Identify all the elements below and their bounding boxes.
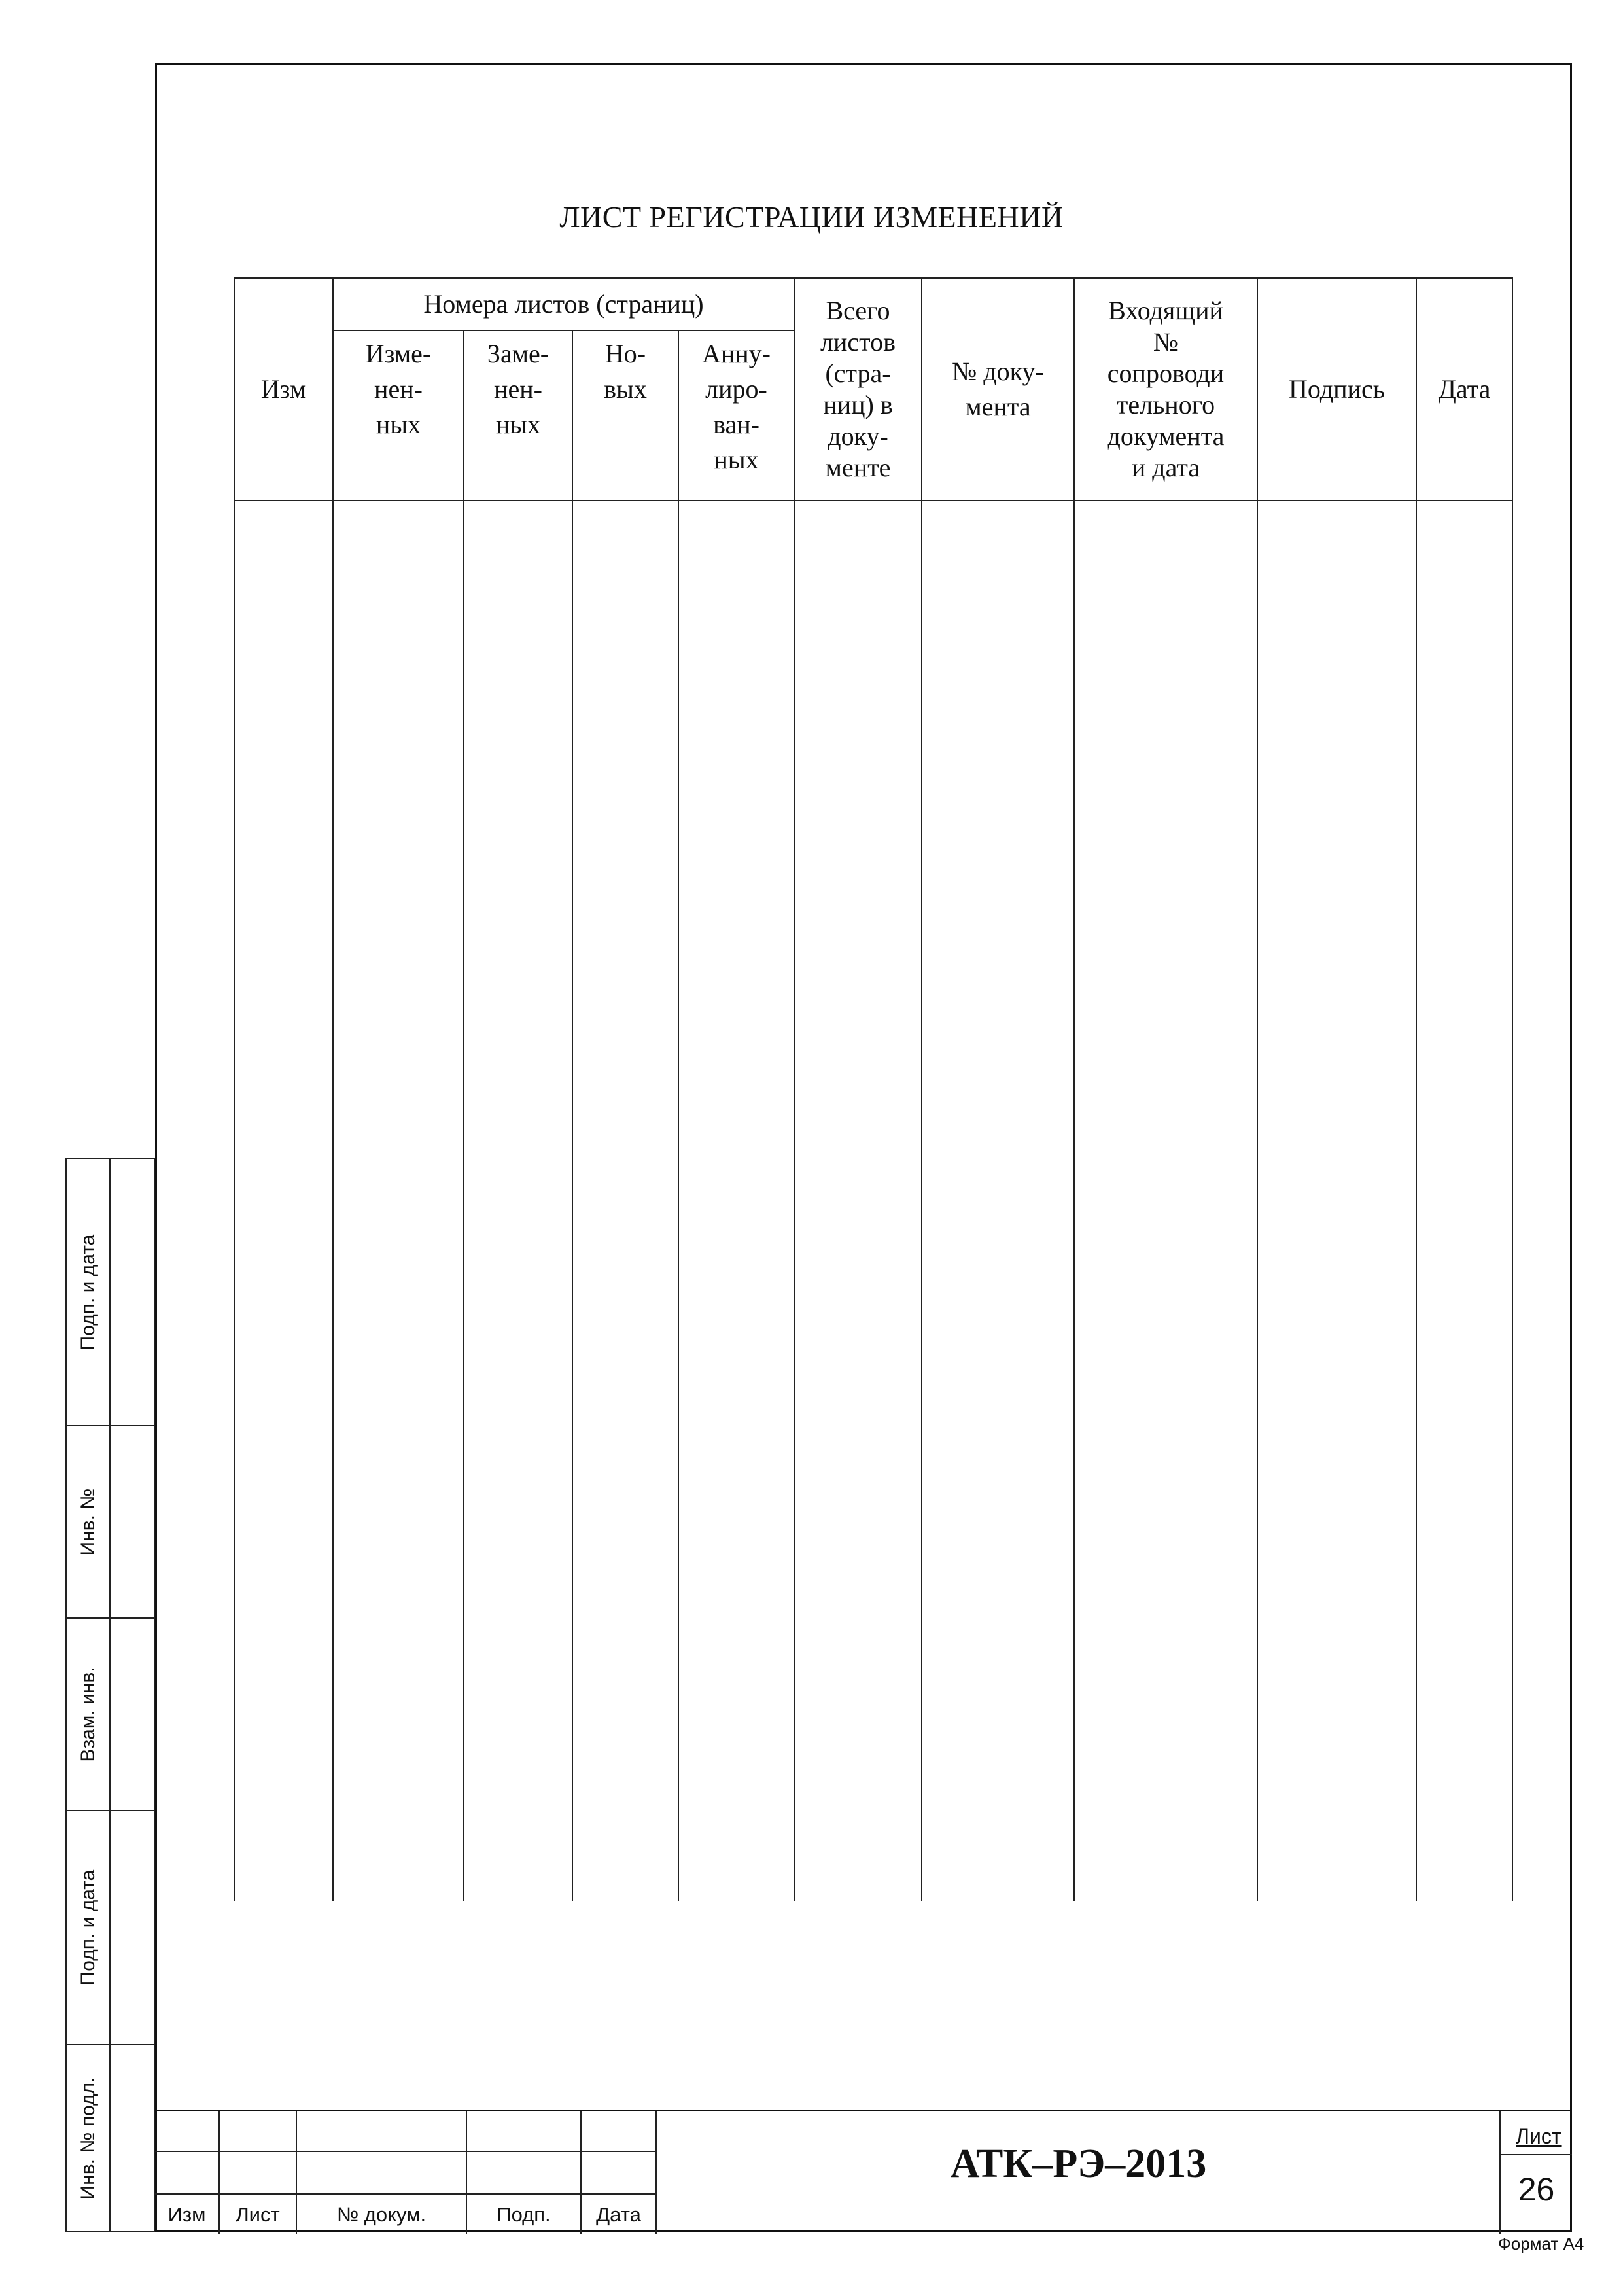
- stamp-label-izm: Изм: [167, 2203, 206, 2226]
- side-field-signature-date-2: [65, 1810, 155, 2045]
- table-body-row: [234, 501, 1512, 1901]
- change-registration-table: [234, 277, 1513, 1901]
- side-field-replaced-inventory: [65, 1617, 155, 1811]
- document-title: ЛИСТ РЕГИСТРАЦИИ ИЗМЕНЕНИЙ: [559, 200, 1064, 234]
- header-annulled: Анну- лиро- ван- ных: [678, 330, 794, 501]
- stamp-label-sheet: Лист: [236, 2203, 280, 2226]
- side-label: Подп. и дата: [77, 1234, 99, 1351]
- format-label: Формат А4: [1498, 2234, 1584, 2253]
- stamp-label-doc-number: № докум.: [336, 2203, 427, 2226]
- header-incoming-doc: Входящий № сопроводи тельного документа и дата: [1074, 278, 1257, 501]
- side-field-inventory-number: [65, 1425, 155, 1619]
- header-changed: Изме- нен- ных: [333, 330, 464, 501]
- header-new: Но- вых: [572, 330, 678, 501]
- header-doc-number: № доку- мента: [922, 278, 1074, 501]
- header-total-sheets: Всего листов (стра- ниц) в доку- менте: [794, 278, 922, 501]
- side-field-signature-date-1: [65, 1158, 155, 1426]
- header-signature: Подпись: [1257, 278, 1416, 501]
- stamp-label-date: Дата: [596, 2203, 641, 2226]
- side-field-original-inventory: [65, 2044, 155, 2232]
- title-block: [155, 2110, 1572, 2234]
- sheet-number: 26: [1518, 2171, 1555, 2208]
- side-label: Подп. и дата: [77, 1869, 99, 1986]
- header-sheet-numbers: Номера листов (страниц): [333, 278, 794, 330]
- header-date: Дата: [1416, 278, 1512, 501]
- side-label: Инв. №: [77, 1488, 99, 1556]
- sheet-label: Лист: [1516, 2125, 1562, 2148]
- side-label: Взам. инв.: [77, 1667, 99, 1762]
- stamp-label-signature: Подп.: [497, 2203, 551, 2226]
- header-izm: Изм: [234, 278, 333, 501]
- header-replaced: Заме- нен- ных: [464, 330, 572, 501]
- document-code: АТК–РЭ–2013: [950, 2142, 1207, 2186]
- side-label: Инв. № подл.: [77, 2077, 99, 2199]
